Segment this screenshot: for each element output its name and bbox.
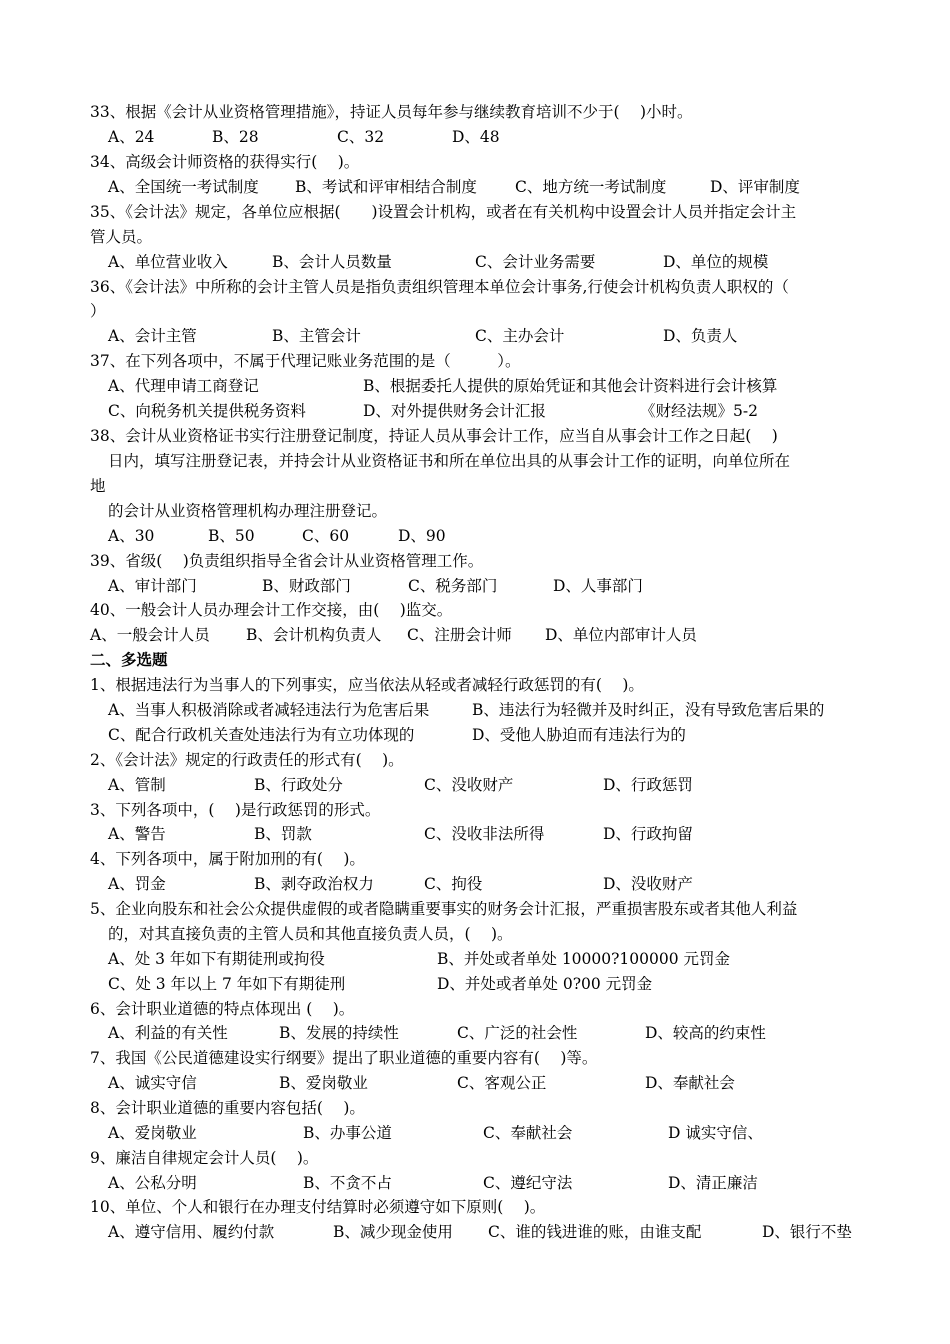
option-d: D、没收财产 [603,875,693,893]
option-c: C、税务部门 [408,577,498,595]
option-d: D、受他人胁迫而有违法行为的 [472,726,686,744]
option-a: A、全国统一考试制度 [108,178,259,196]
option-d: D、90 [398,527,446,545]
option-b: B、会计机构负责人 [246,626,382,644]
option-b: B、发展的持续性 [279,1024,399,1042]
question-39: 39、省级( )负责组织指导全省会计从业资格管理工作。 [90,552,484,570]
option-c: C、主办会计 [475,327,565,345]
question-35-cont: 管人员。 [90,228,153,246]
question-m5-cont: 的，对其直接负责的主管人员和其他直接负责人员，( )。 [108,925,513,943]
option-b: B、50 [208,527,255,545]
option-b: B、减少现金使用 [333,1223,453,1241]
option-a: A、24 [108,128,155,146]
question-37: 37、在下列各项中，不属于代理记账业务范围的是（ ）。 [90,352,521,370]
question-38-cont3: 的会计从业资格管理机构办理注册登记。 [108,502,388,520]
question-38-cont: 日内，填写注册登记表，并持会计从业资格证书和所在单位出具的从事会计工作的证明，向单位所在 [108,452,791,470]
option-b: B、考试和评审相结合制度 [295,178,477,196]
option-c: C、注册会计师 [407,626,512,644]
option-b: B、不贪不占 [303,1174,392,1192]
question-34: 34、高级会计师资格的获得实行( )。 [90,153,360,171]
question-m7: 7、我国《公民道德建设实行纲要》提出了职业道德的重要内容有( )等。 [90,1049,598,1067]
option-d: D、银行不垫 [762,1223,852,1241]
option-a: A、一般会计人员 [90,626,210,644]
option-d: D、48 [452,128,500,146]
option-a: A、管制 [108,776,166,794]
option-a: A、审计部门 [108,577,197,595]
question-m3: 3、下列各项中，( )是行政惩罚的形式。 [90,801,381,819]
option-a: A、警告 [108,825,166,843]
option-a: A、遵守信用、履约付款 [108,1223,275,1241]
option-c: C、谁的钱进谁的账，由谁支配 [488,1223,702,1241]
option-b: B、剥夺政治权力 [254,875,374,893]
option-c: C、奉献社会 [483,1124,573,1142]
option-d: D、奉献社会 [645,1074,735,1092]
question-38-cont2: 地 [90,477,106,495]
question-40: 40、一般会计人员办理会计工作交接，由( )监交。 [90,601,453,619]
section-heading: 二、多选题 [90,651,168,669]
option-c: C、广泛的社会性 [457,1024,578,1042]
option-b: B、根据委托人提供的原始凭证和其他会计资料进行会计核算 [363,377,778,395]
option-a: A、处 3 年如下有期徒刑或拘役 [108,950,325,968]
option-b: B、办事公道 [303,1124,392,1142]
question-38: 38、会计从业资格证书实行注册登记制度，持证人员从事会计工作，应当自从事会计工作之日起( ) [90,427,778,445]
option-b: B、会计人员数量 [272,253,392,271]
option-b: B、行政处分 [254,776,343,794]
option-b: B、违法行为轻微并及时纠正，没有导致危害后果的 [472,701,825,719]
option-d: D、单位的规模 [663,253,769,271]
option-c: C、会计业务需要 [475,253,596,271]
option-b: B、爱岗敬业 [279,1074,368,1092]
option-b: B、28 [212,128,259,146]
option-d: D、行政惩罚 [603,776,693,794]
question-m6: 6、会计职业道德的特点体现出 ( )。 [90,1000,355,1018]
question-m1: 1、根据违法行为当事人的下列事实，应当依法从轻或者减轻行政惩罚的有( )。 [90,676,644,694]
option-c: C、客观公正 [457,1074,547,1092]
question-m2: 2、《会计法》规定的行政责任的形式有( )。 [90,751,404,769]
option-a: A、单位营业收入 [108,253,228,271]
question-33: 33、根据《会计从业资格管理措施》，持证人员每年参与继续教育培训不少于( )小时。 [90,103,693,121]
option-d: D、评审制度 [710,178,800,196]
option-a: A、当事人积极消除或者减轻违法行为危害后果 [108,701,430,719]
option-b: B、主管会计 [272,327,361,345]
question-m10: 10、单位、个人和银行在办理支付结算时必须遵守如下原则( )。 [90,1198,546,1216]
option-b: B、财政部门 [262,577,351,595]
option-c: C、32 [337,128,385,146]
question-m8: 8、会计职业道德的重要内容包括( )。 [90,1099,365,1117]
option-c: C、处 3 年以上 7 年如下有期徒刑 [108,975,346,993]
option-a: A、会计主管 [108,327,197,345]
option-d: D、单位内部审计人员 [545,626,697,644]
option-c: C、拘役 [424,875,483,893]
question-m4: 4、下列各项中，属于附加刑的有( )。 [90,850,365,868]
question-36: 36、《会计法》中所称的会计主管人员是指负责组织管理本单位会计事务,行使会计机构负责人职权的（ [90,278,789,296]
option-d: D、人事部门 [553,577,643,595]
option-d: D、行政拘留 [603,825,693,843]
option-a: A、罚金 [108,875,166,893]
option-d: D、负责人 [663,327,738,345]
option-a: A、诚实守信 [108,1074,197,1092]
option-d: D、清正廉洁 [668,1174,758,1192]
option-c: C、没收非法所得 [424,825,545,843]
option-c: C、没收财产 [424,776,514,794]
question-36-cont: ） [90,302,106,320]
option-c: C、60 [302,527,350,545]
option-c: C、地方统一考试制度 [515,178,667,196]
question-m9: 9、廉洁自律规定会计人员( )。 [90,1149,319,1167]
option-d: D、对外提供财务会计汇报 [363,402,546,420]
question-35: 35、《会计法》规定，各单位应根据( )设置会计机构，或者在有关机构中设置会计人员并指定会计主 [90,203,797,221]
option-c: C、配合行政机关查处违法行为有立功体现的 [108,726,415,744]
option-d: D 诚实守信、 [668,1124,763,1142]
question-m5: 5、企业向股东和社会公众提供虚假的或者隐瞒重要事实的财务会计汇报，严重损害股东或者其他人利益 [90,900,798,918]
option-a: A、爱岗敬业 [108,1124,197,1142]
option-c: C、向税务机关提供税务资料 [108,402,306,420]
option-a: A、30 [108,527,155,545]
option-a: A、公私分明 [108,1174,197,1192]
option-b: B、并处或者单处 10000?100000 元罚金 [437,950,731,968]
option-d: D、并处或者单处 0?00 元罚金 [437,975,653,993]
option-a: A、代理申请工商登记 [108,377,259,395]
option-b: B、罚款 [254,825,312,843]
option-a: A、利益的有关性 [108,1024,228,1042]
option-c: C、遵纪守法 [483,1174,573,1192]
option-d: D、较高的约束性 [645,1024,766,1042]
page-footer-overlay: 《财经法规》5-2 [640,402,758,420]
